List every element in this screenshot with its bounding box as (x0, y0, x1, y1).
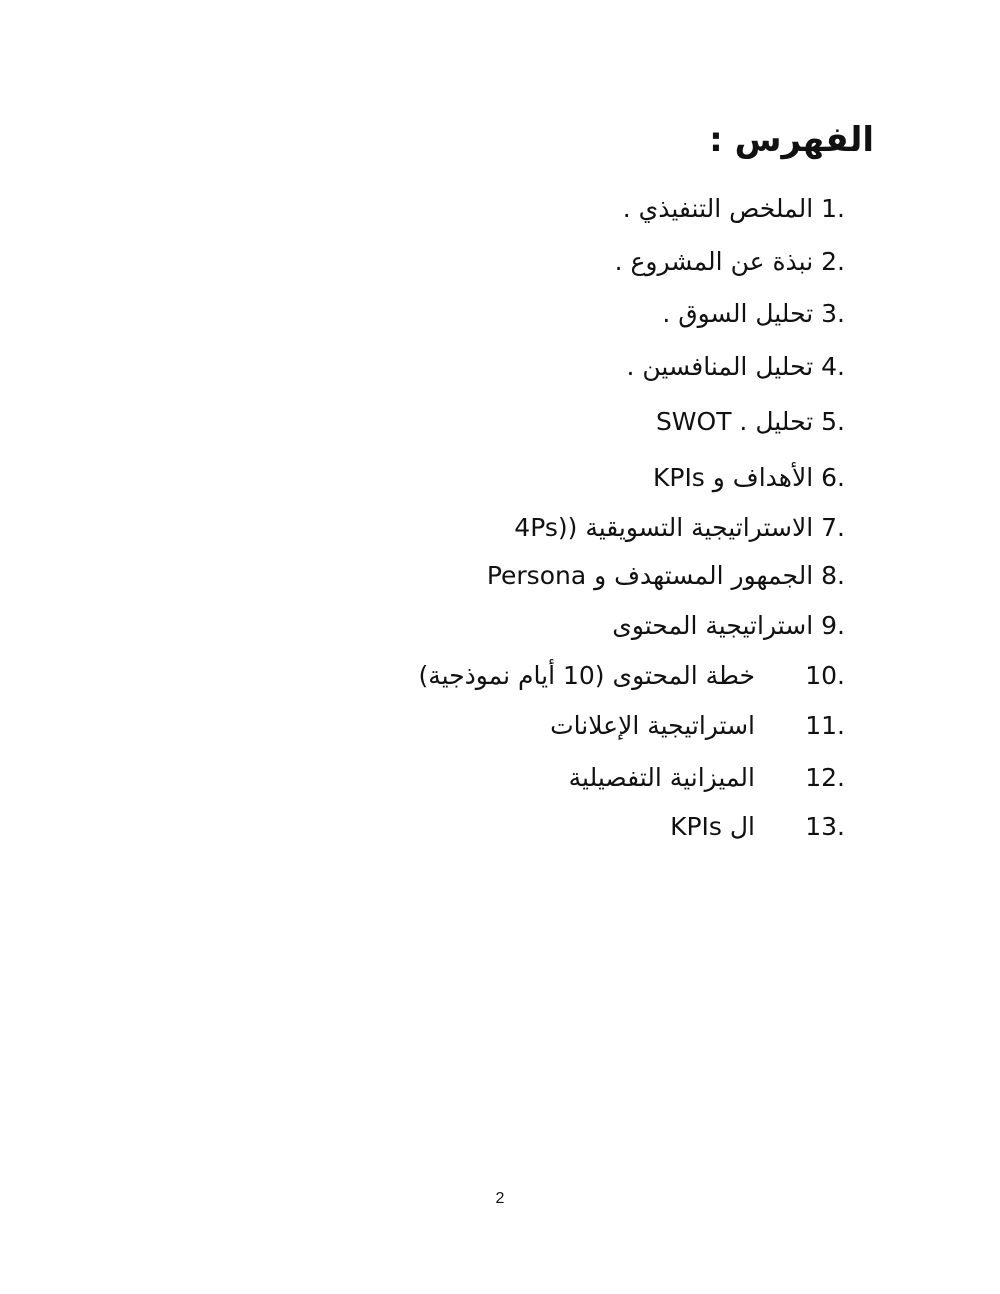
toc-item-number: 1. (821, 194, 845, 223)
toc-item-number: 7. (821, 513, 845, 542)
toc-item-number: 3. (821, 299, 845, 328)
toc-item (626, 350, 845, 384)
toc-item-text: استراتيجية المحتوى (612, 611, 814, 640)
toc-item (487, 559, 845, 593)
toc-item (615, 245, 845, 279)
toc-item-number: 6. (821, 463, 845, 492)
toc-item-number: 9. (821, 611, 845, 640)
toc-item-number: 10. (805, 661, 845, 690)
toc-item-text: ال KPIs (670, 812, 755, 841)
page-number: 2 (495, 1190, 505, 1207)
toc-item-number: 13. (805, 812, 845, 841)
toc-item (653, 461, 845, 495)
toc-item-text: نبذة عن المشروع . (614, 247, 814, 276)
toc-item-text: استراتيجية الإعلانات (550, 711, 755, 740)
toc-item-number: 2. (821, 247, 845, 276)
toc-item-number: 12. (805, 763, 845, 792)
toc-item (514, 511, 845, 545)
toc-item (656, 405, 845, 439)
toc-title: الفهرس : (709, 120, 874, 160)
toc-item-text: تحليل . SWOT (655, 407, 814, 436)
toc-item (623, 192, 845, 226)
toc-item-number: 11. (805, 711, 845, 740)
toc-item-text: خطة المحتوى (10 أيام نموذجية) (418, 661, 755, 690)
toc-item-text: الملخص التنفيذي . (622, 194, 814, 223)
toc-item-text: تحليل السوق . (662, 299, 814, 328)
toc-item-number: 5. (821, 407, 845, 436)
toc-item-text: الاستراتيجية التسويقية ((4Ps (514, 513, 814, 542)
toc-item-text: الجمهور المستهدف و Persona (486, 561, 814, 590)
toc-item (612, 609, 845, 643)
toc-item-text: تحليل المنافسين . (626, 352, 814, 381)
toc-item (662, 297, 845, 331)
toc-item-number: 8. (821, 561, 845, 590)
toc-item-text: الأهداف و KPIs (652, 463, 814, 492)
toc-item-number: 4. (821, 352, 845, 381)
toc-item-text: الميزانية التفصيلية (568, 763, 755, 792)
